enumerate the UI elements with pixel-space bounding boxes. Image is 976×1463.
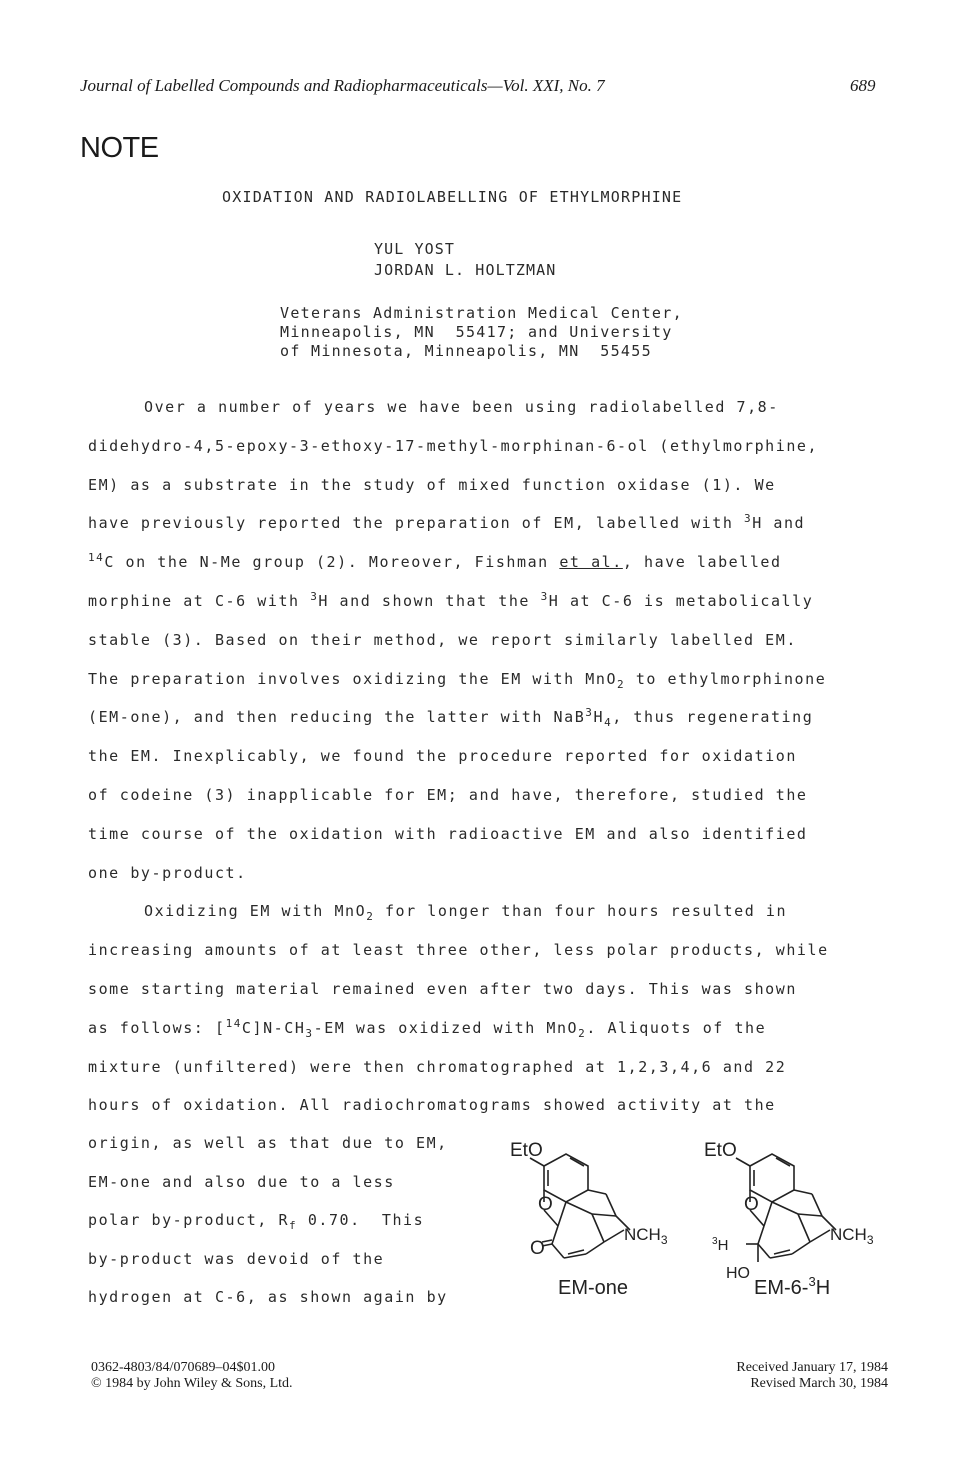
paragraph: Over a number of years we have been using radiolabelled 7,8- didehydro-4,5-epoxy-3-ethoxy-17-methyl-morphinan-6-ol (ethylmorphine, EM) as a substrate in the study of mixed function oxidase (1). We have previously reported the preparation of EM, labelled with $^3$H and $^{14}$C on the N-Me group (2). Moreover, Fishman et al., have labelled morphine at C-6 with $^3$H and shown that the $^3$H at C-6 is metabolically stable (3). Based on their method, we report similarly labelled EM. The preparation involves oxidizing the EM with MnO$_2$ to ethylmorphinone (EM-one), and then reducing the latter with $NaB^3H_4$, thus regenerating the EM. Inexplicably, we found the procedure reported for oxidation of codeine (3) inapplicable for EM; and have, therefore, studied the time course of the oxidation with radioactive EM and also identified one by-product. — [88, 398, 827, 882]
compound-label-em-one: EM-one — [558, 1277, 629, 1299]
compound-label-em-6-3h — [754, 1274, 830, 1299]
footer-left — [91, 1360, 293, 1392]
nch3-sub: 3 — [866, 1233, 874, 1247]
affiliation-line: of Minnesota, Minneapolis, MN 55455 — [280, 342, 652, 360]
structure-figure — [496, 1118, 916, 1318]
label-part: EM-6- — [754, 1277, 809, 1299]
paragraph-continuation: origin, as well as that due to EM, EM-one and also due to a less polar by-product, $R_f$ 0.70. This by-product was devoid of the hydrogen at C-6, as shown again by — [88, 1134, 448, 1307]
label-sup: 3 — [808, 1274, 816, 1289]
tritium-sup: 3 — [712, 1236, 718, 1247]
label-eto: EtO — [510, 1140, 543, 1161]
page-number: 689 — [850, 76, 876, 95]
article-title: OXIDATION AND RADIOLABELLING OF ETHYLMORPHINE — [222, 188, 683, 206]
article-code: 0362-4803/84/070689–04$01.00 — [91, 1360, 275, 1375]
footer-right — [702, 1360, 888, 1392]
affiliation-line: Minneapolis, MN 55417; and University — [280, 323, 673, 341]
nch3-text: NCH — [830, 1225, 867, 1244]
label-eto: EtO — [704, 1140, 737, 1161]
label-nch3 — [624, 1225, 668, 1247]
article-body — [88, 388, 918, 1125]
label-oxygen: O — [538, 1194, 553, 1215]
section-label: NOTE — [80, 132, 159, 164]
copyright: © 1984 by John Wiley & Sons, Ltd. — [91, 1376, 293, 1391]
tritium-h: H — [717, 1237, 729, 1254]
author-list — [374, 239, 556, 281]
label-hydroxyl: HO — [726, 1265, 750, 1282]
paragraph: Oxidizing EM with MnO$_2$ for longer than four hours resulted in increasing amounts of at least three other, less polar products, while some starting material remained even after two days. This was shown as follows: $[^{14}C]N-CH_3-EM$ was oxidized with MnO$_2$. Aliquots of the mixture (unfiltered) were then chromatographed at 1,2,3,4,6 and 22 hours of oxidation. All radiochromatograms showed activity at the — [88, 902, 829, 1115]
affiliation — [280, 304, 683, 361]
label-end: H — [815, 1277, 831, 1299]
label-tritium — [712, 1236, 728, 1254]
revised-date: Revised March 30, 1984 — [750, 1376, 888, 1391]
running-header-journal: Journal of Labelled Compounds and Radiopharmaceuticals—Vol. XXI, No. 7 — [80, 76, 605, 95]
affiliation-line: Veterans Administration Medical Center, — [280, 304, 683, 322]
author: JORDAN L. HOLTZMAN — [374, 261, 557, 279]
chemical-structures — [496, 1118, 916, 1318]
label-nch3 — [830, 1225, 874, 1247]
label-carbonyl-oxygen: O — [530, 1238, 545, 1259]
nch3-text: NCH — [624, 1225, 661, 1244]
label-oxygen: O — [744, 1194, 759, 1215]
author: YUL YOST — [374, 240, 456, 258]
received-date: Received January 17, 1984 — [736, 1360, 888, 1375]
nch3-sub: 3 — [660, 1233, 668, 1247]
